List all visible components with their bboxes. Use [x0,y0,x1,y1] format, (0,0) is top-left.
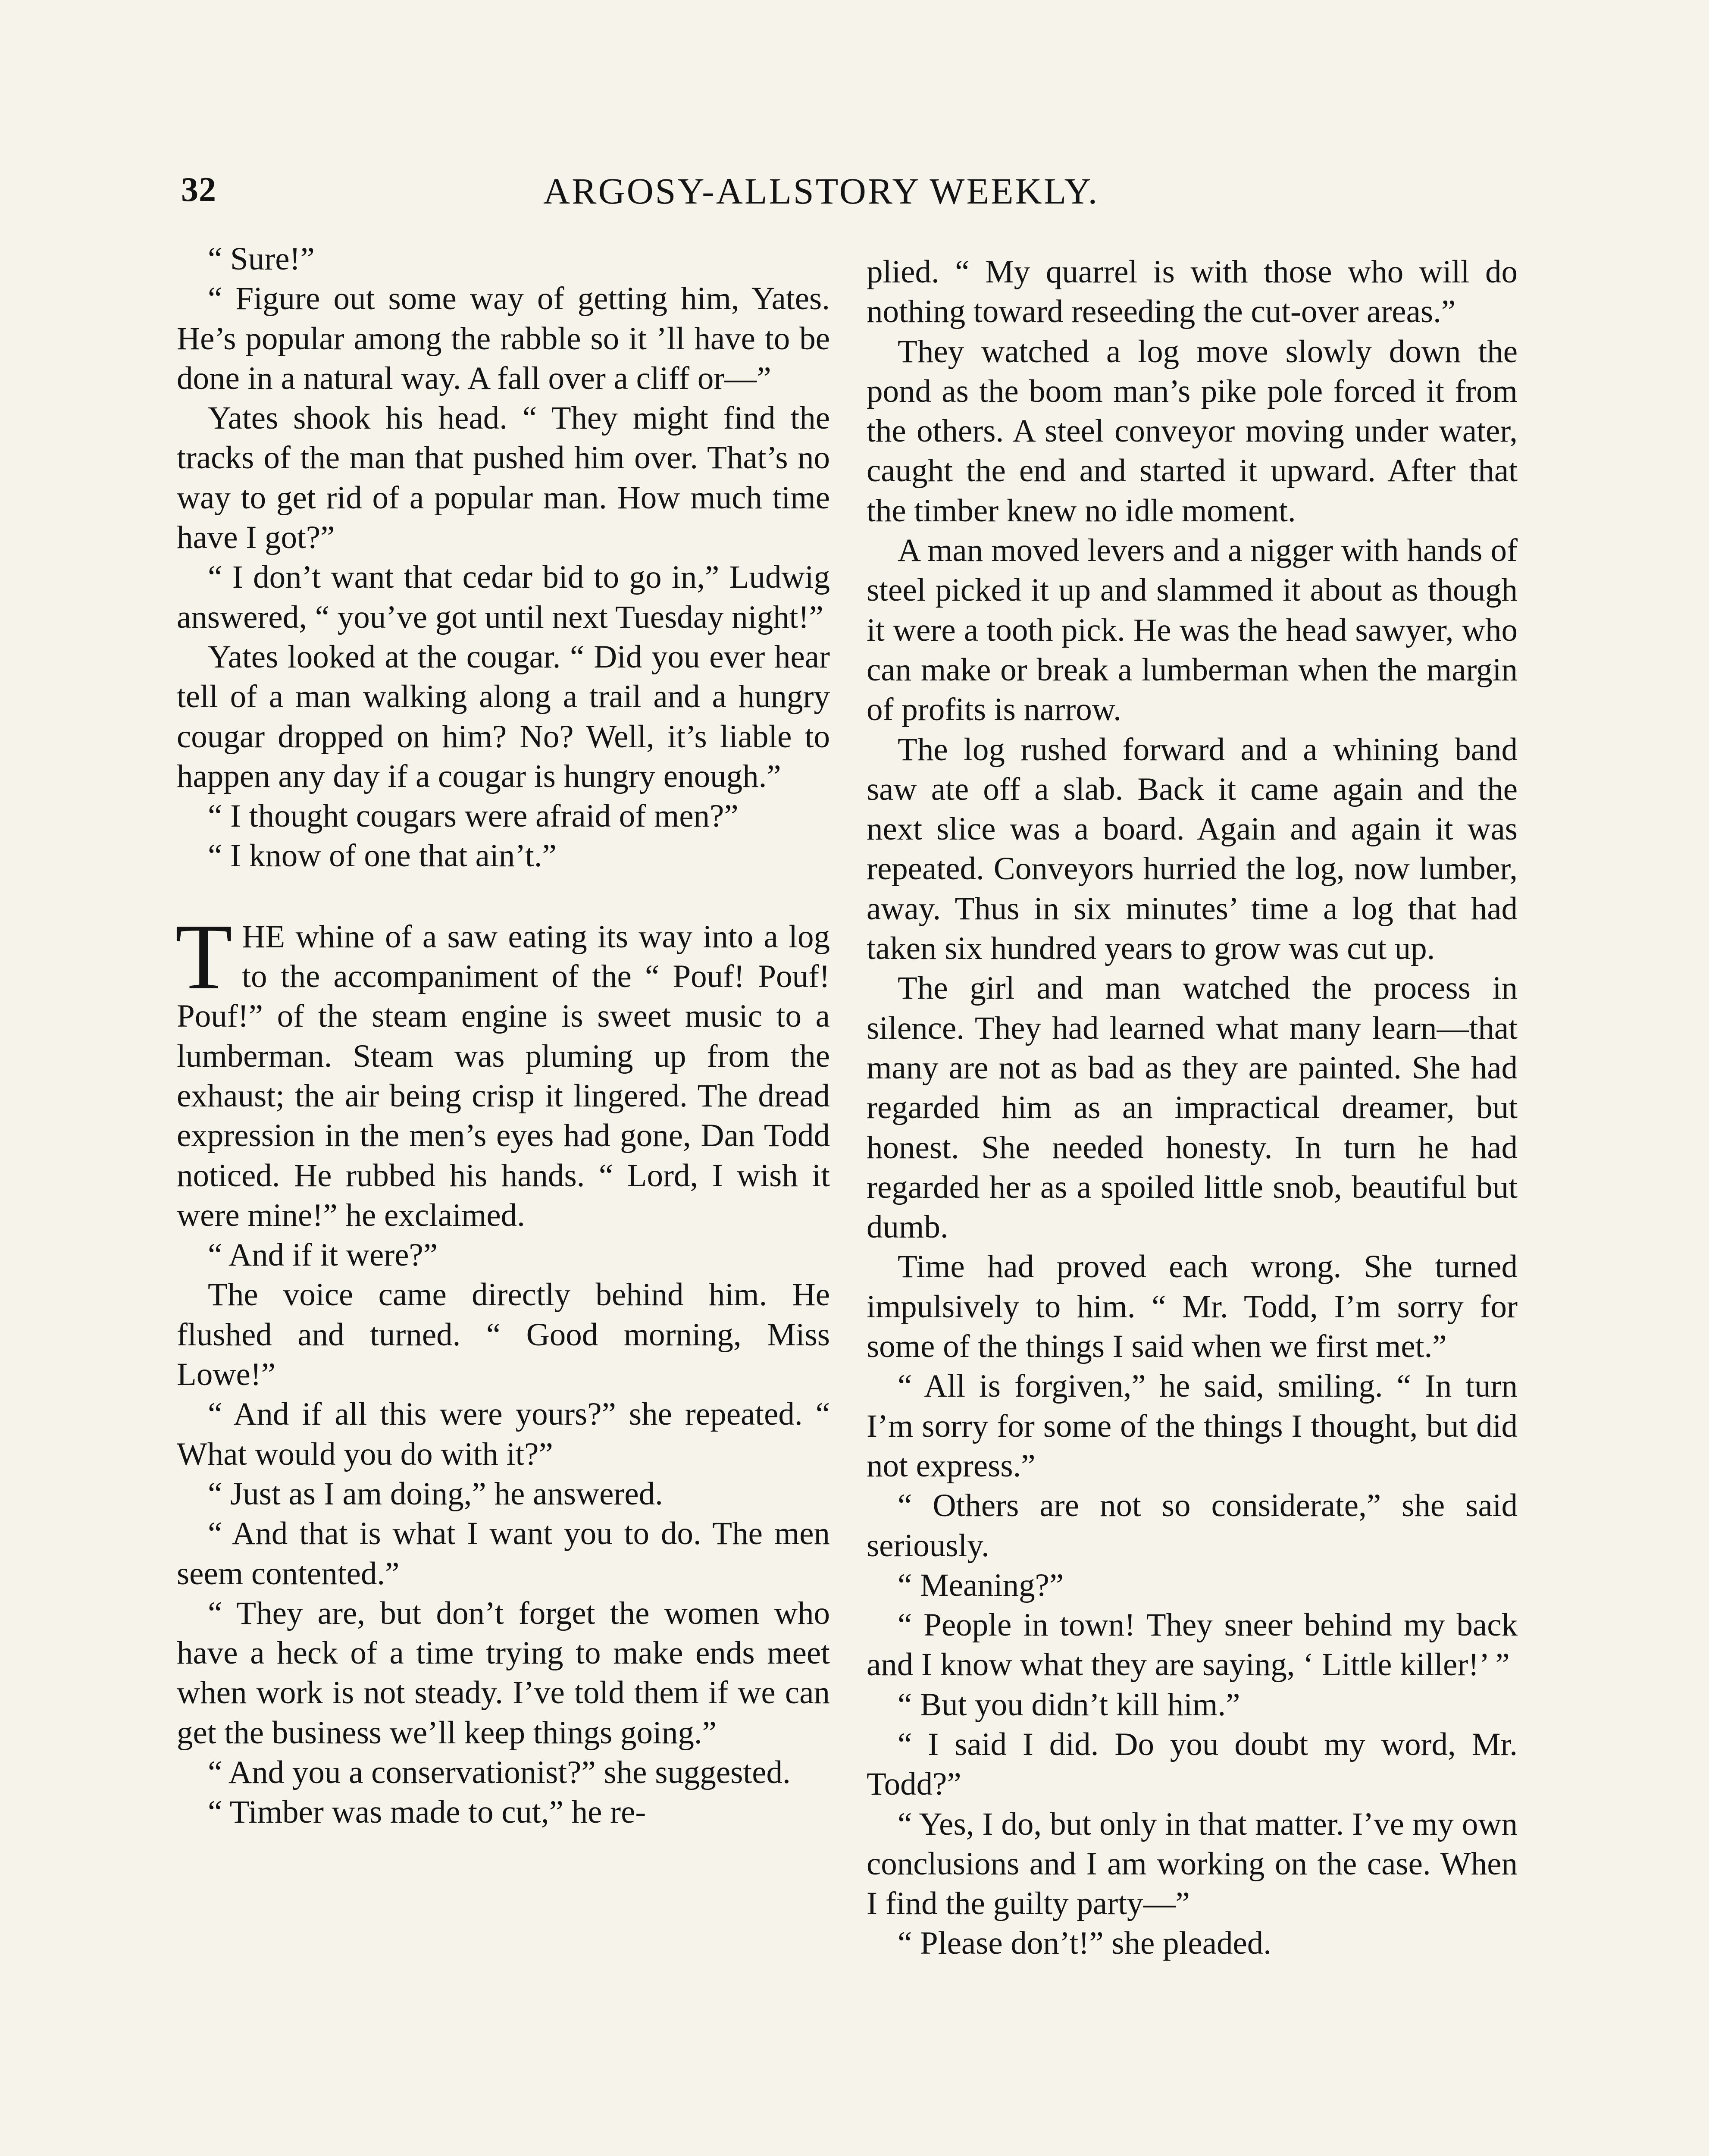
page-number: 32 [181,171,216,209]
paragraph: Time had proved each wrong. She turned impulsively to him. “ Mr. Todd, I’m sorry for some of the things I said when we first met.” [867,1249,1518,1365]
paragraph: “ I thought cougars were afraid of men?” [208,798,739,834]
paragraph: Yates looked at the cougar. “ Did you ever hear tell of a man walking along a trail and a hungry cougar dropped on him? No? Well, it’s liable to happen any day if a cougar is hungry enough.” [177,639,830,794]
paragraph: “ And that is what I want you to do. The men seem contented.” [177,1516,830,1592]
section-lead-paragraph [175,905,830,1235]
paragraph: The voice came directly behind him. He flushed and turned. “ Good morning, Miss Lowe!” [177,1277,830,1393]
paragraph: “ Please don’t!” she pleaded. [898,1925,1272,1962]
right-column [867,252,1518,1964]
paragraph-continued: plied. “ My quarrel is with those who will do nothing toward reseeding the cut-over areas.” [867,254,1518,330]
paragraph: “ But you didn’t kill him.” [898,1686,1240,1723]
paragraph: “ People in town! They sneer behind my back and I know what they are saying, ‘ Little killer!’ ” [867,1607,1518,1683]
paragraph: “ I don’t want that cedar bid to go in,” Ludwig answered, “ you’ve got until next Tuesday night!” [177,559,830,635]
left-column [177,239,830,1833]
paragraph: “ Yes, I do, but only in that matter. I’ve my own conclusions and I am working on the case. When I find the guilty party—” [867,1806,1518,1922]
paragraph: “ All is forgiven,” he said, smiling. “ In turn I’m sorry for some of the things I thought, but did not express.” [867,1368,1518,1484]
paragraph: “ I know of one that ain’t.” [208,838,557,874]
paragraph: Yates shook his head. “ They might find the tracks of the man that pushed him over. That’s no way to get rid of a popular man. How much time have I got?” [177,400,830,556]
section-break [177,876,830,917]
paragraph: “ Meaning?” [898,1567,1064,1603]
paragraph: “ I said I did. Do you doubt my word, Mr. Todd?” [867,1726,1518,1802]
paragraph: “ Others are not so considerate,” she said seriously. [867,1488,1518,1564]
paragraph: “ Sure!” [208,241,315,277]
paragraph: The girl and man watched the process in silence. They had learned what many learn—that many are not as bad as they are painted. She had regarded him as an impractical dreamer, but honest. She needed honesty. In turn he had regarded her as a spoiled little snob, beautiful but dumb. [867,970,1518,1245]
drop-cap: T [175,905,233,1009]
paragraph: “ And you a conservationist?” she suggested. [208,1754,791,1790]
paragraph: The log rushed forward and a whining band saw ate off a slab. Back it came again and the next slice was a board. Again and again it was repeated. Conveyors hurried the log, now lumber, away. Thus in six minutes’ time a log that had taken six hundred years to grow was cut up. [867,731,1518,967]
paragraph: “ Just as I am doing,” he answered. [208,1476,663,1512]
running-head: ARGOSY-ALLSTORY WEEKLY. [543,170,1099,212]
paragraph: “ Figure out some way of getting him, Yates. He’s popular among the rabble so it ’ll have to be done in a natural way. A fall over a cliff or—” [177,281,830,396]
section-lead-text: HE whine of a saw eating its way into a log to the accompaniment of the “ Pouf! Pouf! Pouf!” of the steam engine is sweet music to a lumberman. Steam was pluming up from the exhaust; the air being crisp it lingered. The dread expression in the men’s eyes had gone, Dan Todd noticed. He rubbed his hands. “ Lord, I wish it were mine!” he exclaimed. [177,918,830,1233]
paragraph: “ And if it were?” [208,1237,438,1273]
paragraph: They watched a log move slowly down the pond as the boom man’s pike pole forced it from the others. A steel conveyor moving under water, caught the end and started it upward. After that the timber knew no idle moment. [867,333,1518,529]
paragraph: A man moved levers and a nigger with hands of steel picked it up and slammed it about as though it were a tooth pick. He was the head sawyer, who can make or break a lumberman when the margin of profits is narrow. [867,533,1518,728]
paragraph: “ They are, but don’t forget the women who have a heck of a time trying to make ends meet when work is not steady. I’ve told them if we can get the business we’ll keep things going.” [177,1595,830,1751]
paragraph: “ And if all this were yours?” she repeated. “ What would you do with it?” [177,1396,830,1472]
paragraph: “ Timber was made to cut,” he re- [208,1794,646,1830]
